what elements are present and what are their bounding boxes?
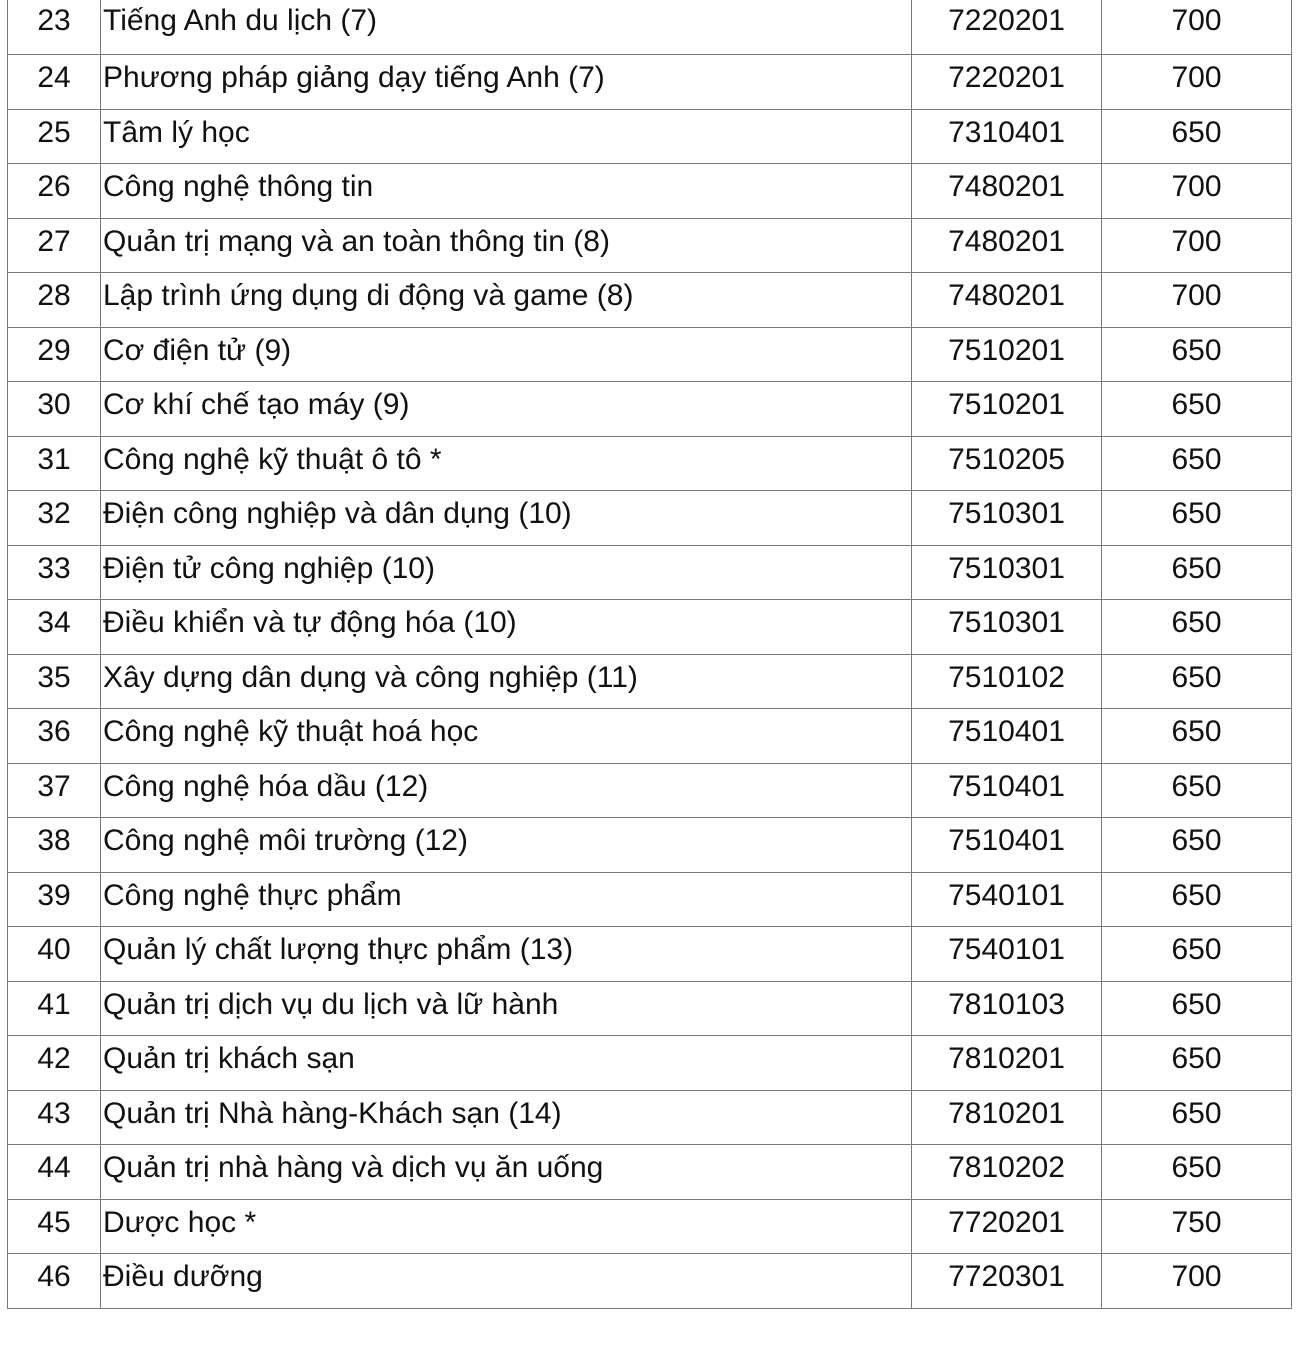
table-row (8, 0, 1292, 55)
major-name-cell: Quản lý chất lượng thực phẩm (13) (101, 927, 912, 982)
table-row (8, 600, 1292, 655)
major-name-cell: Công nghệ thông tin (101, 164, 912, 219)
major-code-cell: 7480201 (912, 273, 1102, 328)
major-name-cell: Điều khiển và tự động hóa (10) (101, 600, 912, 655)
row-number-cell: 28 (8, 273, 101, 328)
major-code-cell: 7510401 (912, 709, 1102, 764)
score-cell: 650 (1102, 545, 1292, 600)
major-name-cell: Công nghệ thực phẩm (101, 872, 912, 927)
major-name-cell: Quản trị khách sạn (101, 1036, 912, 1091)
major-code-cell: 7810201 (912, 1036, 1102, 1091)
row-number-cell: 38 (8, 818, 101, 873)
major-name-cell: Tâm lý học (101, 109, 912, 164)
row-number-cell: 27 (8, 218, 101, 273)
major-name-cell: Cơ điện tử (9) (101, 327, 912, 382)
table-row (8, 491, 1292, 546)
row-number-cell: 35 (8, 654, 101, 709)
table-row (8, 55, 1292, 110)
major-name-cell: Điện tử công nghiệp (10) (101, 545, 912, 600)
table-row (8, 218, 1292, 273)
major-name-cell: Công nghệ kỹ thuật hoá học (101, 709, 912, 764)
major-name-cell: Phương pháp giảng dạy tiếng Anh (7) (101, 55, 912, 110)
score-cell: 650 (1102, 1090, 1292, 1145)
major-name-cell: Quản trị Nhà hàng-Khách sạn (14) (101, 1090, 912, 1145)
score-cell: 700 (1102, 0, 1292, 55)
major-code-cell: 7510401 (912, 818, 1102, 873)
major-code-cell: 7480201 (912, 164, 1102, 219)
major-code-cell: 7510301 (912, 491, 1102, 546)
score-cell: 650 (1102, 818, 1292, 873)
score-cell: 700 (1102, 273, 1292, 328)
row-number-cell: 30 (8, 382, 101, 437)
major-code-cell: 7810202 (912, 1145, 1102, 1200)
table-row (8, 382, 1292, 437)
table-row (8, 1036, 1292, 1091)
table-row (8, 981, 1292, 1036)
table-row (8, 273, 1292, 328)
major-name-cell: Quản trị dịch vụ du lịch và lữ hành (101, 981, 912, 1036)
major-name-cell: Cơ khí chế tạo máy (9) (101, 382, 912, 437)
major-code-cell: 7510201 (912, 327, 1102, 382)
major-code-cell: 7310401 (912, 109, 1102, 164)
score-cell: 650 (1102, 600, 1292, 655)
major-code-cell: 7810201 (912, 1090, 1102, 1145)
major-code-cell: 7810103 (912, 981, 1102, 1036)
major-name-cell: Điện công nghiệp và dân dụng (10) (101, 491, 912, 546)
major-code-cell: 7220201 (912, 0, 1102, 55)
row-number-cell: 31 (8, 436, 101, 491)
table-row (8, 1145, 1292, 1200)
table-row (8, 164, 1292, 219)
score-cell: 650 (1102, 382, 1292, 437)
row-number-cell: 23 (8, 0, 101, 55)
major-name-cell: Quản trị mạng và an toàn thông tin (8) (101, 218, 912, 273)
row-number-cell: 26 (8, 164, 101, 219)
major-code-cell: 7220201 (912, 55, 1102, 110)
major-code-cell: 7510205 (912, 436, 1102, 491)
table-row (8, 654, 1292, 709)
table-row (8, 709, 1292, 764)
row-number-cell: 46 (8, 1254, 101, 1309)
row-number-cell: 34 (8, 600, 101, 655)
table-row (8, 1090, 1292, 1145)
row-number-cell: 37 (8, 763, 101, 818)
major-code-cell: 7510102 (912, 654, 1102, 709)
major-name-cell: Lập trình ứng dụng di động và game (8) (101, 273, 912, 328)
score-cell: 650 (1102, 1036, 1292, 1091)
majors-table-body (8, 0, 1292, 1308)
score-cell: 650 (1102, 981, 1292, 1036)
score-cell: 650 (1102, 436, 1292, 491)
table-row (8, 109, 1292, 164)
row-number-cell: 40 (8, 927, 101, 982)
row-number-cell: 33 (8, 545, 101, 600)
table-row (8, 545, 1292, 600)
score-cell: 650 (1102, 327, 1292, 382)
score-cell: 650 (1102, 927, 1292, 982)
table-row (8, 436, 1292, 491)
major-name-cell: Quản trị nhà hàng và dịch vụ ăn uống (101, 1145, 912, 1200)
score-cell: 650 (1102, 709, 1292, 764)
score-cell: 700 (1102, 218, 1292, 273)
table-row (8, 763, 1292, 818)
row-number-cell: 45 (8, 1199, 101, 1254)
score-cell: 750 (1102, 1199, 1292, 1254)
major-code-cell: 7510301 (912, 545, 1102, 600)
score-cell: 700 (1102, 164, 1292, 219)
score-cell: 650 (1102, 654, 1292, 709)
row-number-cell: 24 (8, 55, 101, 110)
major-code-cell: 7480201 (912, 218, 1102, 273)
major-name-cell: Dược học * (101, 1199, 912, 1254)
row-number-cell: 44 (8, 1145, 101, 1200)
score-cell: 650 (1102, 763, 1292, 818)
major-code-cell: 7510201 (912, 382, 1102, 437)
score-cell: 650 (1102, 1145, 1292, 1200)
major-code-cell: 7510301 (912, 600, 1102, 655)
major-code-cell: 7510401 (912, 763, 1102, 818)
row-number-cell: 36 (8, 709, 101, 764)
major-name-cell: Tiếng Anh du lịch (7) (101, 0, 912, 55)
major-code-cell: 7720301 (912, 1254, 1102, 1309)
major-name-cell: Công nghệ môi trường (12) (101, 818, 912, 873)
majors-table (7, 0, 1292, 1309)
row-number-cell: 25 (8, 109, 101, 164)
table-row (8, 927, 1292, 982)
major-name-cell: Công nghệ hóa dầu (12) (101, 763, 912, 818)
row-number-cell: 32 (8, 491, 101, 546)
table-row (8, 1254, 1292, 1309)
major-name-cell: Điều dưỡng (101, 1254, 912, 1309)
major-code-cell: 7720201 (912, 1199, 1102, 1254)
major-name-cell: Xây dựng dân dụng và công nghiệp (11) (101, 654, 912, 709)
table-row (8, 818, 1292, 873)
major-code-cell: 7540101 (912, 927, 1102, 982)
major-name-cell: Công nghệ kỹ thuật ô tô * (101, 436, 912, 491)
score-cell: 700 (1102, 55, 1292, 110)
row-number-cell: 29 (8, 327, 101, 382)
table-row (8, 872, 1292, 927)
major-code-cell: 7540101 (912, 872, 1102, 927)
row-number-cell: 41 (8, 981, 101, 1036)
row-number-cell: 43 (8, 1090, 101, 1145)
row-number-cell: 42 (8, 1036, 101, 1091)
score-cell: 650 (1102, 491, 1292, 546)
table-row (8, 1199, 1292, 1254)
row-number-cell: 39 (8, 872, 101, 927)
score-cell: 700 (1102, 1254, 1292, 1309)
score-cell: 650 (1102, 109, 1292, 164)
score-cell: 650 (1102, 872, 1292, 927)
table-row (8, 327, 1292, 382)
